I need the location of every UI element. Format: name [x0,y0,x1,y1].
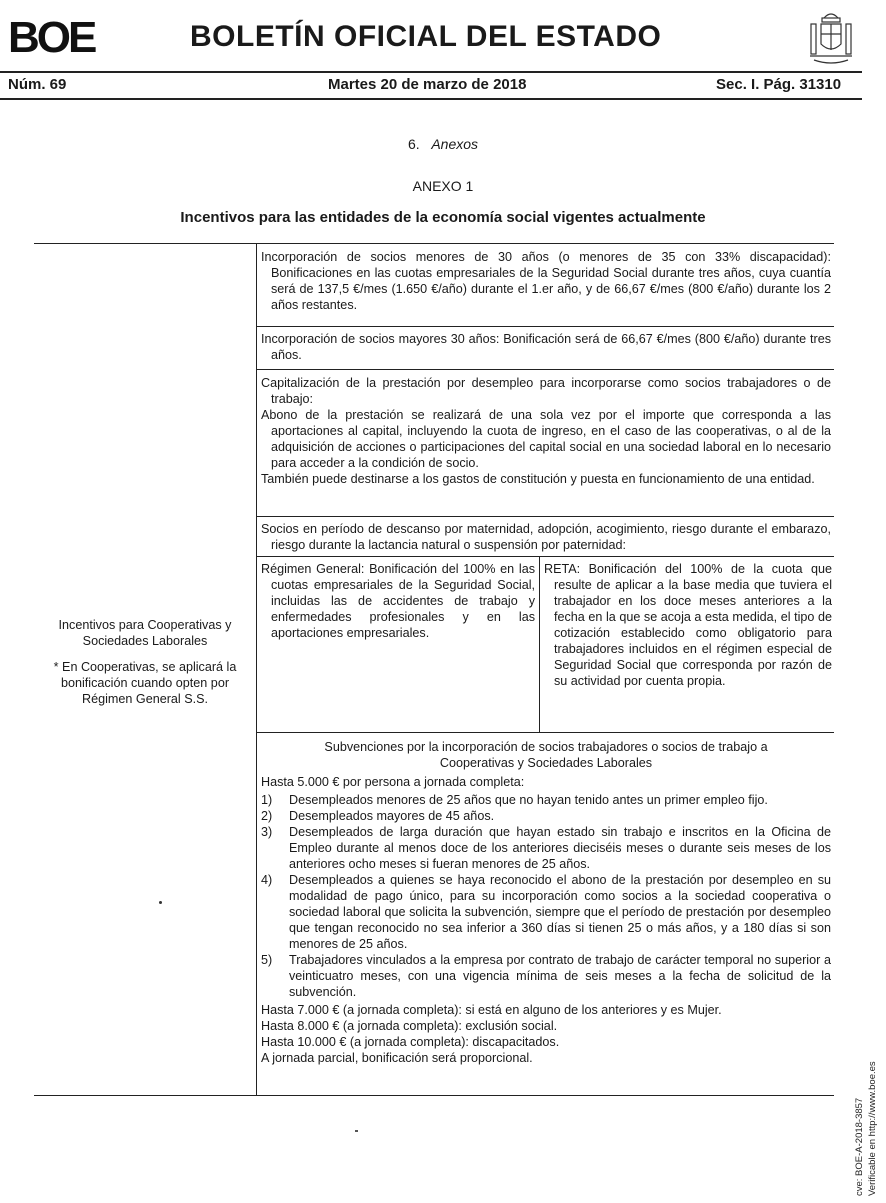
row-text: RETA: Bonificación del 100% de la cuota que resulte de aplicar a la base media que tuviera el trabajador en los doce meses anteriores a la fecha en la que se acoja a esta medida, el tipo de cotización establecido como obligatorio para trabajadores incluidos en el régimen especial de Seguridad Social que corresponda por razón de su actividad por cuenta propia. [544,562,832,688]
verification-url: Verificable en http://www.boe.es [867,1061,878,1196]
category-note: * En Cooperativas, se aplicará la bonificación cuando opten por Régimen General S.S. [53,660,237,706]
list-item [261,872,831,952]
list-item [261,792,831,808]
extra-line: Hasta 10.000 € (a jornada completa): discapacitados. [261,1035,560,1049]
row-divider [256,556,834,557]
row-text: Socios en período de descanso por maternidad, adopción, acogimiento, riesgo durante el embarazo, riesgo durante la lactancia natural o suspensión por paternidad: [261,522,831,552]
cve-code: cve: BOE-A-2018-3857 [854,1097,865,1196]
extra-line: Hasta 7.000 € (a jornada completa): si está en alguno de los anteriores y es Mujer. [261,1003,722,1017]
section-heading [0,136,886,152]
header-rule-top [0,71,862,73]
row-text: Incorporación de socios mayores 30 años: Bonificación será de 66,67 €/mes (800 €/año) durante tres años. [261,332,831,362]
row-divider [256,516,834,517]
incentives-table [34,243,834,1096]
table-row [261,249,831,313]
row-text: Abono de la prestación se realizará de una sola vez por el importe que corresponda a las aportaciones al capital, incluyendo la cuota de ingreso, en el caso de las cooperativas, o al de la adquisición de acciones o participaciones del capital social en una sociedad laboral en lo necesario para acceder a la condición de socio. [261,408,831,470]
item-number: 3) [261,825,273,839]
svg-text:BOE: BOE [8,14,95,56]
reta-cell [544,561,832,689]
subsidies-list [261,792,831,1000]
item-text: Desempleados menores de 25 años que no hayan tenido antes un primer empleo fijo. [289,793,768,807]
coat-of-arms-icon [808,8,854,66]
item-text: Trabajadores vinculados a la empresa por contrato de trabajo de carácter temporal no superior a veinticuatro meses, con una vigencia mínima de seis meses a la fecha de solicitud de la subvención. [289,953,831,999]
row-divider [256,369,834,370]
list-item [261,952,831,1000]
issue-date: Martes 20 de marzo de 2018 [328,76,527,93]
extra-line: Hasta 8.000 € (a jornada completa): exclusión social. [261,1019,558,1033]
extra-line: A jornada parcial, bonificación será proporcional. [261,1051,533,1065]
page-title: BOLETÍN OFICIAL DEL ESTADO [190,20,662,53]
sub-column-divider [539,556,540,732]
item-text: Desempleados mayores de 45 años. [289,809,495,823]
subsidies-heading: Subvenciones por la incorporación de socios trabajadores o socios de trabajo a Cooperativas y Sociedades Laborales [324,740,768,770]
list-item [261,824,831,872]
annex-label: ANEXO 1 [412,178,474,194]
row-text: Régimen General: Bonificación del 100% en las cuotas empresariales de la Seguridad Social, incluidas las de accidentes de trabajo y enfermedades profesionales y en las aportaciones empresariales. [261,562,535,640]
section-title: Anexos [431,136,479,152]
row-text: También puede destinarse a los gastos de constitución y puesta en funcionamiento de una entidad. [261,472,815,486]
regimen-general-cell [261,561,535,641]
table-row [261,521,831,553]
row-divider [256,326,834,327]
item-number: 2) [261,809,273,823]
header-rule-bottom [0,98,862,100]
row-text: Incorporación de socios menores de 30 años (o menores de 35 con 33% discapacidad): Bonificaciones en las cuotas empresariales de la Seguridad Social durante tres años, cuya cuantía será de 137,5 €/mes (1.650 €/año) durante el 1.er año, y de 66,67 €/mes (800 €/año) durante los 2 años restantes. [261,250,831,312]
row-text: Capitalización de la prestación por desempleo para incorporarse como socios trabajadores o de trabajo: [261,376,831,406]
issue-number: Núm. 69 [8,76,67,93]
boe-logo [8,14,104,56]
list-item [261,808,831,824]
item-text: Desempleados de larga duración que hayan estado sin trabajo e inscritos en la Oficina de Empleo durante al menos doce de los anteriores dieciséis meses o durante seis meses de los anteriores ocho meses si fueran menores de 25 años. [289,825,831,871]
annex-title: Incentivos para las entidades de la economía social vigentes actualmente [180,209,706,226]
subsidies-cell [261,739,831,1066]
section-number: 6. [407,136,420,152]
speck [355,1130,358,1132]
column-divider [256,244,257,1096]
verification-sidebar [850,1028,880,1198]
item-number: 4) [261,873,273,887]
subsidies-intro: Hasta 5.000 € por persona a jornada completa: [261,775,525,789]
item-text: Desempleados a quienes se haya reconocido el abono de la prestación por desempleo en su modalidad de pago único, para su incorporación como socios a la sociedad cooperativa o sociedad laboral que solicita la subvención, siempre que el período de prestación por desempleo que tengan reconocido no sea inferior a 360 días si tienen 25 o más años, y a 180 días si son menores de 25 años. [289,873,831,951]
table-row [261,331,831,363]
row-divider [256,732,834,733]
speck [159,901,162,904]
left-category-cell [34,617,256,707]
section-page: Sec. I. Pág. 31310 [716,76,842,93]
category-label: Incentivos para Cooperativas y Sociedades Laborales [58,618,232,648]
item-number: 5) [261,953,273,967]
table-row [261,375,831,487]
item-number: 1) [261,793,273,807]
